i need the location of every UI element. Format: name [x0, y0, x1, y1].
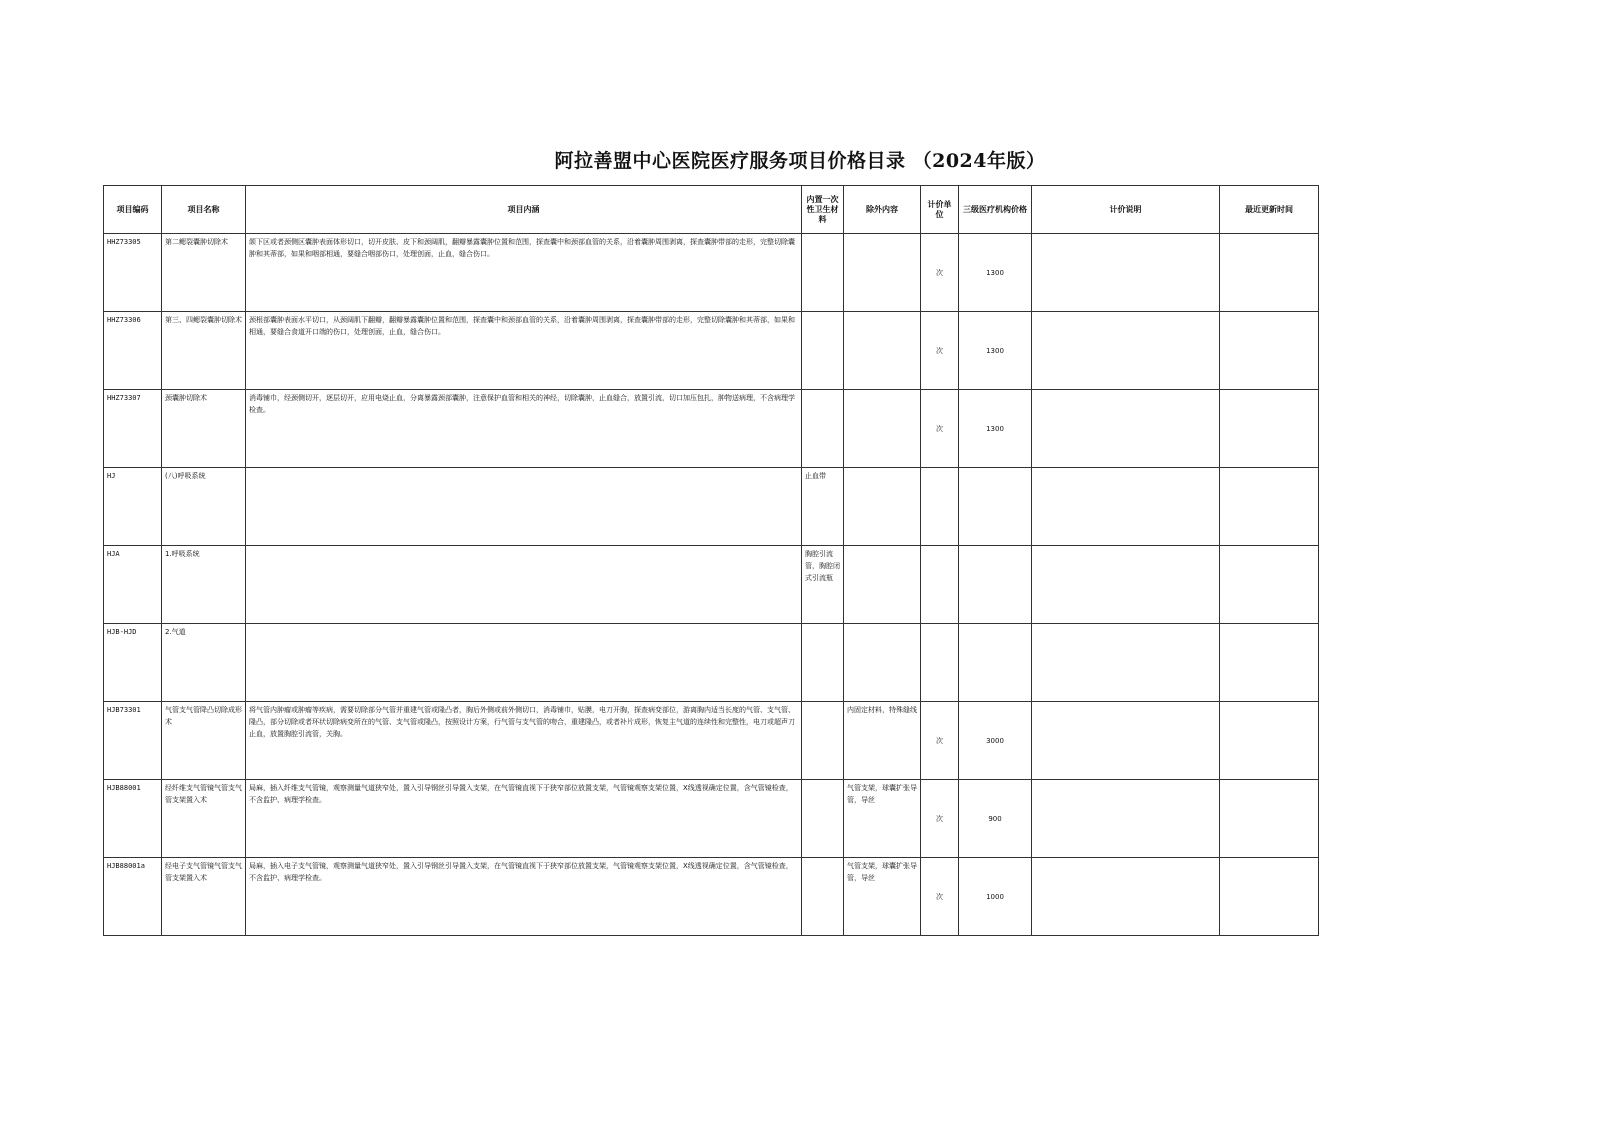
document-title: 阿拉善盟中心医院医疗服务项目价格目录 （2024年版） — [554, 150, 1046, 172]
cell-content: 局麻，插入电子支气管镜，观察测量气道狭窄处，置入引导钢丝引导置入支架，在气管镜直视下于狭窄部位放置支架，气管镜观察支架位置，X线透视确定位置，含气管镜检查，不含监护、病理学检查。 — [246, 858, 802, 936]
cell-content — [246, 468, 802, 546]
cell-code: HJA — [104, 546, 162, 624]
table-row — [104, 546, 1319, 624]
cell-exclude — [844, 234, 921, 312]
cell-price: 3000 — [959, 702, 1032, 780]
cell-name: (八)呼吸系统 — [162, 468, 246, 546]
cell-content: 颈根部囊肿表面水平切口，从颈阔肌下翻瓣，翻瓣暴露囊肿位置和范围，探查囊中和颈部血管的关系，沿着囊肿周围剥离，探查囊肿带部的走形，完整切除囊肿和其蒂部，如果和相通，要缝合食道开口端的伤口，处理创面，止血，缝合伤口。 — [246, 312, 802, 390]
cell-unit: 次 — [921, 390, 959, 468]
cell-code: HJB88001 — [104, 780, 162, 858]
cell-code: HHZ73306 — [104, 312, 162, 390]
cell-unit: 次 — [921, 312, 959, 390]
cell-note — [1032, 780, 1220, 858]
cell-material — [802, 234, 844, 312]
cell-content: 消毒铺巾，经颈侧切开，逐层切开，应用电烧止血，分离暴露颈部囊肿，注意保护血管和相关的神经，切除囊肿，止血缝合，放置引流，切口加压包扎，肿物送病理，不含病理学检查。 — [246, 390, 802, 468]
cell-material: 胸腔引流管，胸腔闭式引流瓶 — [802, 546, 844, 624]
cell-note — [1032, 234, 1220, 312]
cell-exclude: 气管支架，球囊扩张导管，导丝 — [844, 858, 921, 936]
cell-updated — [1220, 546, 1319, 624]
cell-updated — [1220, 624, 1319, 702]
cell-note — [1032, 624, 1220, 702]
cell-note — [1032, 858, 1220, 936]
cell-name: 气管支气管降凸切除成形术 — [162, 702, 246, 780]
cell-unit: 次 — [921, 858, 959, 936]
cell-name: 经电子支气管镜气管支气管支架置入术 — [162, 858, 246, 936]
cell-name: 1.呼吸系统 — [162, 546, 246, 624]
cell-updated — [1220, 702, 1319, 780]
table-row — [104, 234, 1319, 312]
cell-exclude — [844, 546, 921, 624]
cell-price: 1300 — [959, 312, 1032, 390]
cell-note — [1032, 390, 1220, 468]
header-name: 项目名称 — [162, 186, 246, 234]
header-code: 项目编码 — [104, 186, 162, 234]
table-row — [104, 624, 1319, 702]
cell-exclude — [844, 624, 921, 702]
cell-exclude — [844, 390, 921, 468]
cell-price: 1300 — [959, 390, 1032, 468]
cell-name: 颈囊肿切除术 — [162, 390, 246, 468]
cell-code: HJB88001a — [104, 858, 162, 936]
cell-material — [802, 390, 844, 468]
cell-updated — [1220, 468, 1319, 546]
cell-unit — [921, 624, 959, 702]
cell-price — [959, 624, 1032, 702]
table-row — [104, 390, 1319, 468]
header-unit: 计价单位 — [921, 186, 959, 234]
cell-name: 第三、四鳃裂囊肿切除术 — [162, 312, 246, 390]
header-updated: 最近更新时间 — [1220, 186, 1319, 234]
cell-exclude — [844, 468, 921, 546]
price-catalog-table — [103, 185, 1319, 936]
cell-updated — [1220, 312, 1319, 390]
cell-exclude: 气管支架，球囊扩张导管，导丝 — [844, 780, 921, 858]
table-row — [104, 858, 1319, 936]
cell-note — [1032, 312, 1220, 390]
cell-material — [802, 312, 844, 390]
cell-updated — [1220, 234, 1319, 312]
header-content: 项目内涵 — [246, 186, 802, 234]
cell-updated — [1220, 390, 1319, 468]
cell-exclude — [844, 312, 921, 390]
cell-content: 颌下区或者颈侧区囊肿表面体形切口，切开皮肤、皮下和颈阔肌，翻瓣暴露囊肿位置和范围，探查囊中和颈部血管的关系，沿着囊肿周围剥离，探查囊肿带部的走形，完整切除囊肿和其蒂部，如果和咽部相通，要缝合咽部伤口，处理创面，止血，缝合伤口。 — [246, 234, 802, 312]
cell-name: 2.气道 — [162, 624, 246, 702]
cell-code: HJB-HJD — [104, 624, 162, 702]
cell-updated — [1220, 858, 1319, 936]
cell-name: 经纤维支气管镜气管支气管支架置入术 — [162, 780, 246, 858]
header-price: 三级医疗机构价格 — [959, 186, 1032, 234]
cell-price: 900 — [959, 780, 1032, 858]
cell-content: 将气管内肿瘤或肿瘤等疾病，需要切除部分气管并重建气管或隆凸者，胸后外侧或前外侧切口，消毒铺巾，贴膜，电刀开胸，探查病变部位，游离胸内适当长度的气管、支气管、隆凸，部分切除或者环状切除病变所在的气管、支气管或隆凸，按照设计方案，行气管与支气管的吻合，重建隆凸，或者补片成形，恢复主气道的连续性和完整性，电刀或超声刀止血，放置胸腔引流管，关胸。 — [246, 702, 802, 780]
cell-material — [802, 702, 844, 780]
cell-price — [959, 546, 1032, 624]
cell-price — [959, 468, 1032, 546]
cell-unit: 次 — [921, 780, 959, 858]
cell-code: HHZ73305 — [104, 234, 162, 312]
cell-price: 1000 — [959, 858, 1032, 936]
table-row — [104, 312, 1319, 390]
table-row — [104, 780, 1319, 858]
cell-note — [1032, 702, 1220, 780]
cell-content: 局麻，插入纤维支气管镜，观察测量气道狭窄处，置入引导钢丝引导置入支架，在气管镜直视下于狭窄部位放置支架，气管镜观察支架位置，X线透视确定位置，含气管镜检查，不含监护、病理学检查。 — [246, 780, 802, 858]
header-exclude: 除外内容 — [844, 186, 921, 234]
cell-price: 1300 — [959, 234, 1032, 312]
cell-material — [802, 780, 844, 858]
cell-unit — [921, 546, 959, 624]
cell-note — [1032, 468, 1220, 546]
cell-material — [802, 624, 844, 702]
cell-name: 第二鳃裂囊肿切除术 — [162, 234, 246, 312]
cell-unit — [921, 468, 959, 546]
cell-note — [1032, 546, 1220, 624]
table-row — [104, 468, 1319, 546]
cell-unit: 次 — [921, 234, 959, 312]
cell-content — [246, 546, 802, 624]
cell-code: HJB73301 — [104, 702, 162, 780]
header-material: 内置一次性卫生材料 — [802, 186, 844, 234]
cell-code: HHZ73307 — [104, 390, 162, 468]
table-row — [104, 702, 1319, 780]
cell-material — [802, 858, 844, 936]
cell-exclude: 内固定材料，特殊缝线 — [844, 702, 921, 780]
cell-content — [246, 624, 802, 702]
cell-unit: 次 — [921, 702, 959, 780]
header-note: 计价说明 — [1032, 186, 1220, 234]
cell-material: 止血带 — [802, 468, 844, 546]
header-row — [104, 186, 1319, 234]
cell-code: HJ — [104, 468, 162, 546]
cell-updated — [1220, 780, 1319, 858]
